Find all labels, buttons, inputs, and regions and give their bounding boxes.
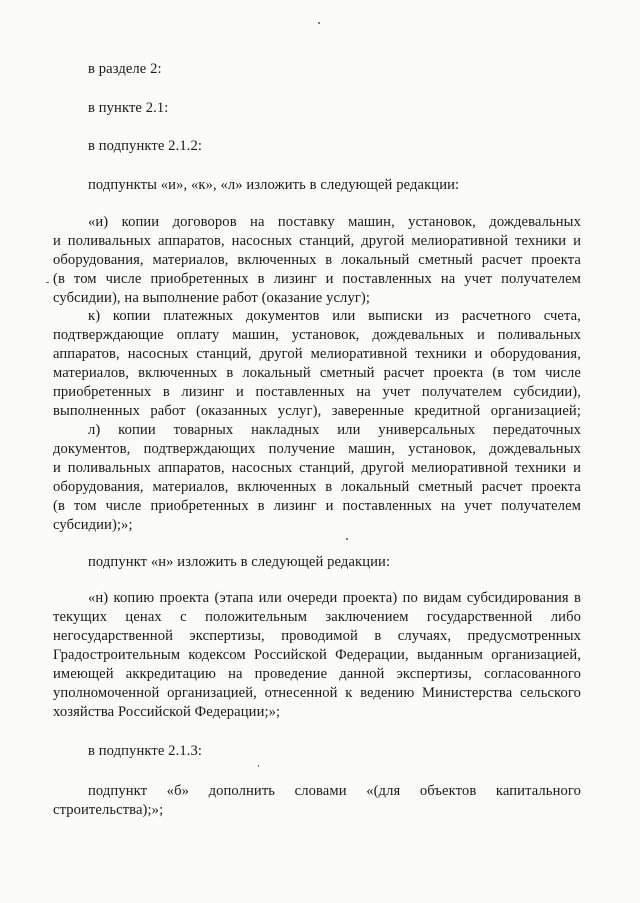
scan-speck xyxy=(346,538,348,540)
scan-speck xyxy=(46,282,49,283)
paragraph-line: (в том числе приобретенных в лизинг и поставленных на учет получателем xyxy=(53,271,581,287)
scan-speck xyxy=(318,22,320,24)
instruction-line: подпункты «и», «к», «л» изложить в следующей редакции: xyxy=(88,177,460,193)
paragraph-line: документов, подтверждающих получение машин, установок, дождевальных xyxy=(53,441,581,457)
paragraph-line: л) копии товарных накладных или универсальных передаточных xyxy=(88,422,581,438)
paragraph-line: субсидии), на выполнение работ (оказание услуг); xyxy=(53,290,371,306)
paragraph-line: и поливальных аппаратов, насосных станций, другой мелиоративной техники и xyxy=(53,233,581,249)
paragraph-line: «и) копии договоров на поставку машин, установок, дождевальных xyxy=(88,214,581,230)
subitem-heading: в подпункте 2.1.3: xyxy=(88,743,203,759)
paragraph-line: материалов, включенных в локальный сметный расчет проекта (в том числе xyxy=(53,365,581,381)
paragraph-line: «н) копию проекта (этапа или очереди проекта) по видам субсидирования в xyxy=(88,590,581,606)
paragraph-line: строительства);»; xyxy=(53,802,164,818)
paragraph-line: к) копии платежных документов или выписки из расчетного счета, xyxy=(88,308,581,324)
paragraph-line: подтверждающие оплату машин, установок, дождевальных и поливальных xyxy=(53,327,581,343)
paragraph-line: приобретенных в лизинг и поставленных на учет получателем субсидии), xyxy=(53,384,581,400)
paragraph-line: выполненных работ (оказанных услуг), заверенные кредитной организацией; xyxy=(53,403,581,419)
paragraph-line: Градостроительным кодексом Российской Федерации, выданным организацией, xyxy=(53,647,581,663)
paragraph-line: уполномоченной организацией, отнесенной к ведению Министерства сельского xyxy=(53,685,581,701)
paragraph-line: и поливальных аппаратов, насосных станций, другой мелиоративной техники и xyxy=(53,460,581,476)
section-heading: в разделе 2: xyxy=(88,61,162,77)
paragraph-line: негосударственной экспертизы, проводимой в случаях, предусмотренных xyxy=(53,628,581,644)
paragraph-line: текущих ценах с положительным заключением государственной либо xyxy=(53,609,581,625)
paragraph-line: имеющей аккредитацию на проведение данной экспертизы, согласованного xyxy=(53,666,581,682)
paragraph-line: подпункт «б» дополнить словами «(для объектов капитального xyxy=(88,783,581,799)
paragraph-line: аппаратов, насосных станций, другой мелиоративной техники и оборудования, xyxy=(53,346,581,362)
paragraph-line: хозяйства Российской Федерации;»; xyxy=(53,704,281,720)
item-heading: в пункте 2.1: xyxy=(88,100,169,116)
instruction-line: подпункт «н» изложить в следующей редакции: xyxy=(88,554,391,570)
subitem-heading: в подпункте 2.1.2: xyxy=(88,138,203,154)
scan-speck xyxy=(258,765,259,767)
paragraph-line: оборудования, материалов, включенных в локальный сметный расчет проекта xyxy=(53,479,581,495)
paragraph-line: (в том числе приобретенных в лизинг и поставленных на учет получателем xyxy=(53,498,581,514)
paragraph-line: оборудования, материалов, включенных в локальный сметный расчет проекта xyxy=(53,252,581,268)
paragraph-line: субсидии);»; xyxy=(53,517,133,533)
